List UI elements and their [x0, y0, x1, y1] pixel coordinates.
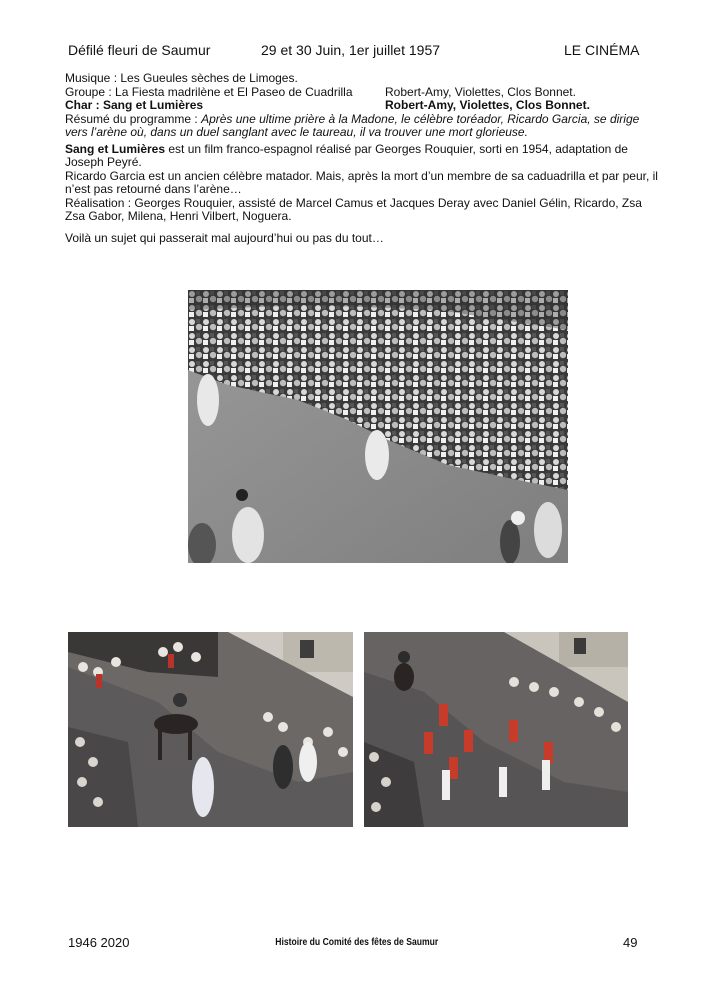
crowd-photo	[188, 290, 568, 563]
header-section: LE CINÉMA	[564, 42, 640, 58]
group-name: Groupe : La Fiesta madrilène et El Paseo de Cuadrilla	[65, 84, 353, 99]
parade-photo-left	[68, 632, 353, 827]
parade-photo-right-image	[364, 632, 628, 827]
summary-paragraph	[65, 113, 665, 140]
crowd-photo-image	[188, 290, 568, 563]
header-dates: 29 et 30 Juin, 1er juillet 1957	[261, 42, 441, 58]
credits-paragraph: Réalisation : Georges Rouquier, assisté de Marcel Camus et Jacques Deray avec Daniel Gélin, Ricardo, Zsa Zsa Gabor, Milena, Henri Vilbert, Noguera.	[65, 195, 642, 223]
page-number: 49	[623, 935, 638, 950]
summary-text: Après une ultime prière à la Madone, le célèbre toréador, Ricardo Garcia, se dirige vers l’arène où, dans un duel sanglant avec le taureau, il va trouver une mort glorieuse.	[65, 111, 640, 139]
music-line: Musique : Les Gueules sèches de Limoges.	[65, 71, 298, 85]
comment-paragraph: Voilà un sujet qui passerait mal aujourd’hui ou pas du tout…	[65, 230, 384, 245]
float-sponsors: Robert-Amy, Violettes, Clos Bonnet.	[385, 98, 590, 112]
parade-photo-left-image	[68, 632, 353, 827]
group-line	[65, 86, 665, 100]
footer-years: 1946 2020	[68, 935, 130, 950]
summary-label: Résumé du programme :	[65, 111, 202, 126]
film-description: est un film franco-espagnol réalisé par Georges Rouquier, sorti en 1954, adaptation de Joseph Peyré.	[65, 141, 628, 169]
film-paragraph	[65, 143, 665, 170]
parade-photo-right	[364, 632, 628, 827]
group-sponsors: Robert-Amy, Violettes, Clos Bonnet.	[385, 84, 576, 99]
header-title: Défilé fleuri de Saumur	[68, 42, 211, 58]
ricardo-paragraph: Ricardo Garcia est un ancien célèbre matador. Mais, après la mort d’un membre de sa caduadrilla et par peur, il n’est pas retourné dans l’arène…	[65, 168, 658, 196]
description-block	[65, 72, 665, 245]
float-line	[65, 99, 665, 113]
float-name: Char : Sang et Lumières	[65, 98, 204, 112]
footer-book-title: Histoire du Comité des fêtes de Saumur	[275, 937, 439, 948]
film-title: Sang et Lumières	[65, 141, 166, 156]
